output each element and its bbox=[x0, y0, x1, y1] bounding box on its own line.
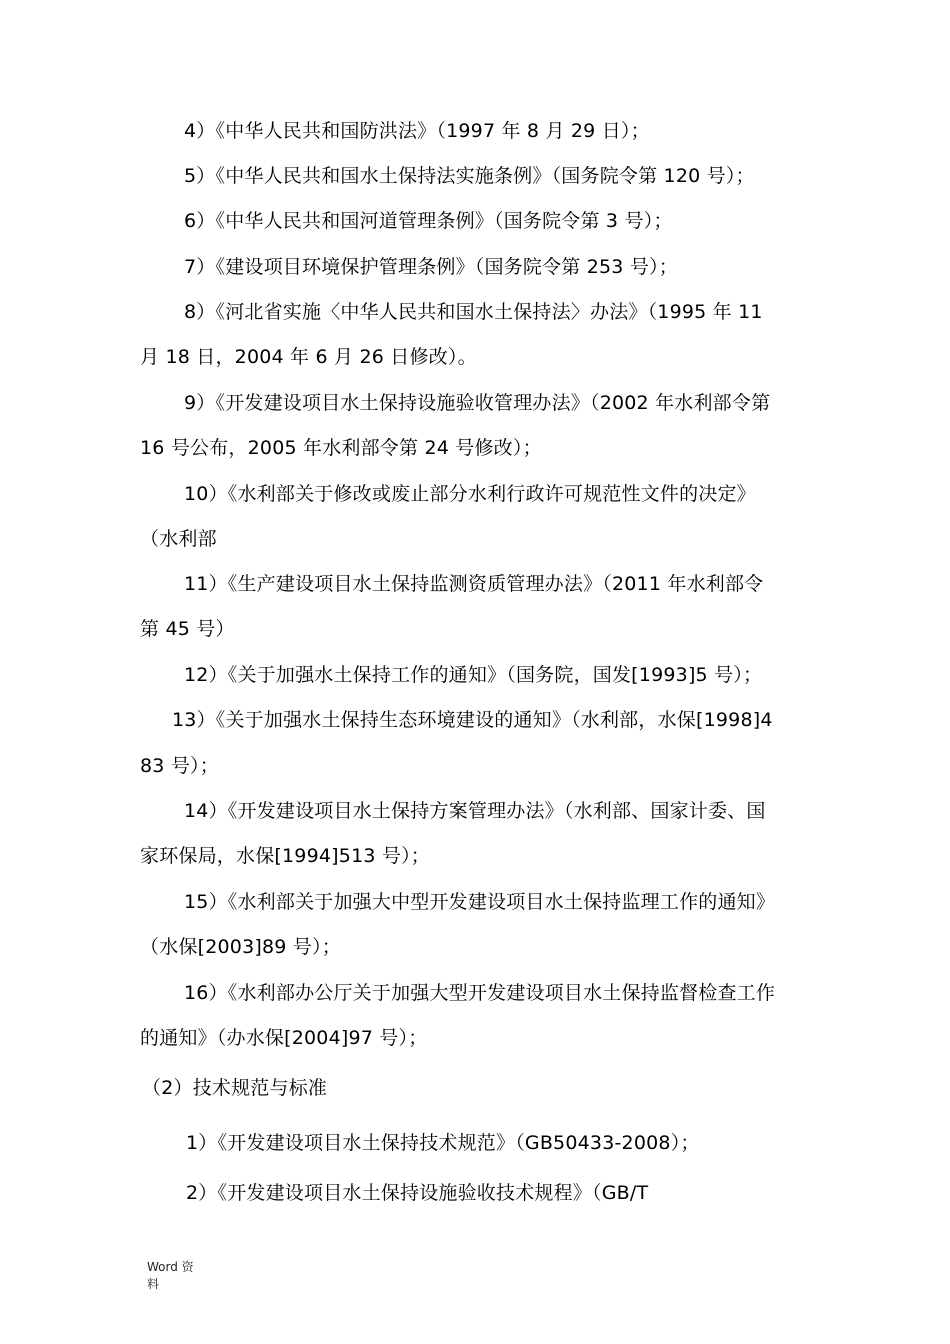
standard-item-2: 2）《开发建设项目水土保持设施验收技术规程》（GB/T bbox=[186, 1182, 649, 1204]
regulation-item-10-cont: （水利部 bbox=[140, 528, 217, 550]
standard-item-1: 1）《开发建设项目水土保持技术规范》（GB50433-2008）； bbox=[186, 1132, 700, 1154]
regulation-item-12: 12）《关于加强水土保持工作的通知》（国务院，国发[1993]5 号）； bbox=[184, 664, 763, 686]
regulation-item-13-cont: 83 号）； bbox=[140, 755, 219, 777]
regulation-item-5: 5）《中华人民共和国水土保持法实施条例》（国务院令第 120 号）； bbox=[184, 165, 755, 187]
regulation-item-13: 13）《关于加强水土保持生态环境建设的通知》（水利部，水保[1998]4 bbox=[172, 709, 773, 731]
regulation-item-6: 6）《中华人民共和国河道管理条例》（国务院令第 3 号）； bbox=[184, 210, 673, 232]
regulation-item-9: 9）《开发建设项目水土保持设施验收管理办法》（2002 年水利部令第 bbox=[184, 392, 771, 414]
regulation-item-11: 11）《生产建设项目水土保持监测资质管理办法》（2011 年水利部令 bbox=[184, 573, 764, 595]
regulation-item-16-cont: 的通知》（办水保[2004]97 号）； bbox=[140, 1027, 428, 1049]
footer-line-1: Word 资 bbox=[147, 1260, 194, 1274]
regulation-item-14-cont: 家环保局，水保[1994]513 号）； bbox=[140, 845, 430, 867]
section-heading-standards: （2）技术规范与标准 bbox=[142, 1077, 328, 1099]
regulation-item-16: 16）《水利部办公厅关于加强大型开发建设项目水土保持监督检查工作 bbox=[184, 982, 776, 1004]
regulation-item-7: 7）《建设项目环境保护管理条例》（国务院令第 253 号）； bbox=[184, 256, 678, 278]
footer-line-2: 料 bbox=[147, 1277, 160, 1291]
page-footer bbox=[147, 1259, 207, 1293]
regulation-item-11-cont: 第 45 号） bbox=[140, 618, 235, 640]
regulation-item-15-cont: （水保[2003]89 号）； bbox=[140, 936, 341, 958]
regulation-item-15: 15）《水利部关于加强大中型开发建设项目水土保持监理工作的通知》 bbox=[184, 891, 776, 913]
regulation-item-14: 14）《开发建设项目水土保持方案管理办法》（水利部、国家计委、国 bbox=[184, 800, 766, 822]
regulation-item-8: 8）《河北省实施〈中华人民共和国水土保持法〉办法》（1995 年 11 bbox=[184, 301, 763, 323]
regulation-item-9-cont: 16 号公布，2005 年水利部令第 24 号修改）； bbox=[140, 437, 542, 459]
regulation-item-4: 4）《中华人民共和国防洪法》（1997 年 8 月 29 日）； bbox=[184, 120, 650, 142]
regulation-item-8-cont: 月 18 日，2004 年 6 月 26 日修改）。 bbox=[140, 346, 477, 368]
regulation-item-10: 10）《水利部关于修改或废止部分水利行政许可规范性文件的决定》 bbox=[184, 483, 756, 505]
